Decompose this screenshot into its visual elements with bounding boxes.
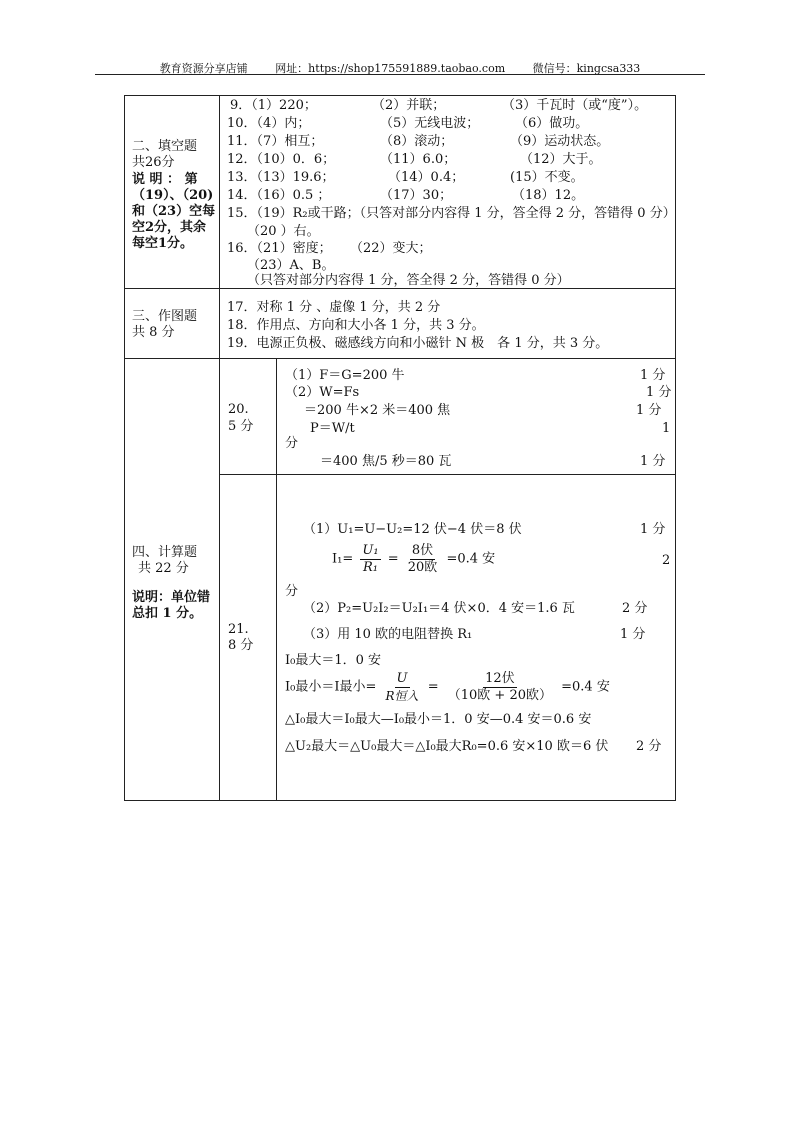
answer-9-2: （2）并联；	[372, 98, 446, 113]
answer-16a: 16．（21）密度；	[227, 241, 332, 256]
answer-10-3: （6）做功。	[515, 116, 589, 131]
answer-13-3: (15）不变。	[510, 170, 584, 185]
q21-i0min-result: =0.4 安	[561, 679, 610, 695]
q21-number: 21.	[228, 622, 249, 637]
sec2-note-1: 说 明 ： 第	[132, 172, 198, 187]
sec4-note-2: 总扣 1 分。	[132, 606, 203, 621]
answer-14-1: 14．（16）0.5 ；	[227, 188, 331, 203]
answer-19: 19．电源正负极、磁感线方向和小磁针 N 极 各 1 分，共 3 分。	[227, 336, 609, 351]
sec2-title: 二、填空题	[132, 139, 198, 154]
q21-line-5: I₀最大＝1．0 安	[285, 653, 382, 668]
q21-score-1: 1 分	[640, 522, 666, 537]
answer-11-3: （9）运动状态。	[510, 134, 610, 149]
answer-12-3: （12）大于。	[520, 152, 602, 167]
answer-13-2: （14）0.4；	[388, 170, 465, 185]
answer-15b: （20 ）右。	[247, 224, 320, 239]
answer-10-2: （5）无线电波；	[380, 116, 480, 131]
q20-line-4: P＝W/t	[310, 421, 355, 436]
q21-line-3: （2）P₂=U₂I₂＝U₂I₁＝4 伏×0．4 安＝1.6 瓦	[303, 601, 575, 616]
fraction-den: 20欧	[407, 560, 438, 575]
shop-url: 网址：https://shop175591889.taobao.com	[275, 62, 506, 75]
q21-points: 8 分	[228, 638, 254, 653]
q21-i1-result: =0.4 安	[446, 551, 496, 567]
sec4-score: 共 22 分	[138, 561, 189, 576]
answer-12-1: 12．（10）0．6；	[227, 152, 336, 167]
answer-16c: （23）A、B。	[247, 258, 335, 273]
q21-line-7: △I₀最大＝I₀最大—I₀最小＝1．0 安—0.4 安＝0.6 安	[285, 712, 592, 727]
q20-score-5: 1 分	[640, 454, 666, 469]
sec3-title: 三、作图题	[132, 309, 198, 324]
answer-15a: 15．（19）R₂或干路；（只答对部分内容得 1 分，答全得 2 分，答错得 0 分）	[227, 206, 676, 221]
q20-points: 5 分	[228, 419, 254, 434]
answer-11-2: （8）滚动；	[380, 134, 454, 149]
fraction-den: R₁	[362, 560, 378, 575]
q20-line-5: ＝400 焦/5 秒＝80 瓦	[320, 454, 452, 469]
answer-17: 17．对称 1 分 、虚像 1 分，共 2 分	[227, 300, 441, 315]
q20-score-2: 1 分	[646, 385, 672, 400]
sec4-note-1: 说明：单位错	[132, 590, 211, 605]
q20-line-3: ＝200 牛×2 米＝400 焦	[304, 403, 451, 418]
sec2-note-5: 每空1分。	[132, 236, 194, 251]
wechat-id: 微信号：kingcsa333	[532, 62, 641, 75]
fraction-num: 12伏	[485, 671, 515, 686]
answer-16d: （只答对部分内容得 1 分，答全得 2 分，答错得 0 分）	[247, 273, 570, 288]
fraction-u1-r1	[360, 543, 380, 576]
answer-13-1: 13．（13）19.6；	[227, 170, 335, 185]
answer-9-3: （3）千瓦时（或“度”）。	[502, 98, 648, 113]
equals-sign: =	[427, 679, 439, 695]
q21-line-1: （1）U₁=U−U₂=12 伏−4 伏＝8 伏	[303, 522, 522, 537]
answer-12-2: （11）6.0；	[380, 152, 457, 167]
sec3-score: 共 8 分	[132, 325, 175, 340]
sec2-score: 共26分	[132, 155, 175, 170]
fraction-den: R恒入	[385, 689, 419, 703]
fraction-num: 8伏	[411, 543, 434, 558]
q21-i1-label: I₁=	[332, 551, 354, 567]
fraction-u-r	[384, 671, 421, 704]
q20-score-4: 1	[662, 421, 671, 436]
q21-score-2-unit: 分	[285, 584, 299, 599]
shop-name: 教育资源分享店铺	[159, 62, 248, 75]
q20-score-3: 1 分	[636, 403, 662, 418]
fraction-12v-30ohm	[446, 671, 554, 704]
calc-subrow-divider	[219, 474, 676, 475]
q21-i0min-label: I₀最小＝I最小=	[285, 679, 377, 695]
fraction-num: U	[396, 671, 408, 686]
sec2-note-3: 和（23）空每	[132, 204, 216, 219]
q21-score-3: 2 分	[622, 601, 648, 616]
sec4-title: 四、计算题	[132, 545, 198, 560]
sec2-note-2: （19）、（20)	[132, 188, 214, 203]
q20-line-1: （1）F＝G=200 牛	[285, 368, 405, 383]
q21-formula-1	[332, 543, 495, 576]
header-divider	[95, 74, 705, 75]
calc-subcol-divider	[276, 358, 277, 801]
q20-number: 20.	[228, 402, 249, 417]
q20-score-1: 1 分	[640, 368, 666, 383]
q21-score-2: 2	[662, 553, 671, 568]
col-divider	[219, 95, 220, 801]
answer-9-1: 9．（1）220；	[230, 98, 317, 113]
sec2-note-4: 空2分，其余	[132, 220, 207, 235]
q21-line-8: △U₂最大＝△U₀最大＝△I₀最大R₀=0.6 安×10 欧＝6 伏	[285, 739, 609, 754]
fraction-8v-20ohm	[406, 543, 440, 576]
fraction-den: （10欧 + 20欧）	[447, 688, 552, 703]
q21-line-4: （3）用 10 欧的电阻替换 R₁	[303, 627, 473, 642]
equals-sign: =	[387, 551, 399, 567]
fraction-num: U₁	[362, 543, 379, 558]
row-divider-2	[124, 358, 676, 359]
answer-18: 18．作用点、方向和大小各 1 分，共 3 分。	[227, 318, 485, 333]
q20-score-4-unit: 分	[285, 436, 299, 451]
answer-11-1: 11．（7）相互；	[227, 134, 324, 149]
answer-10-1: 10．（4）内；	[227, 116, 311, 131]
q21-formula-2	[285, 671, 610, 704]
answer-14-2: （17）30；	[380, 188, 453, 203]
answer-16b: （22）变大；	[350, 241, 432, 256]
answer-14-3: （18）12。	[512, 188, 585, 203]
q21-score-8: 2 分	[636, 739, 662, 754]
q20-line-2: （2）W=Fs	[285, 385, 360, 400]
q21-score-4: 1 分	[620, 627, 646, 642]
